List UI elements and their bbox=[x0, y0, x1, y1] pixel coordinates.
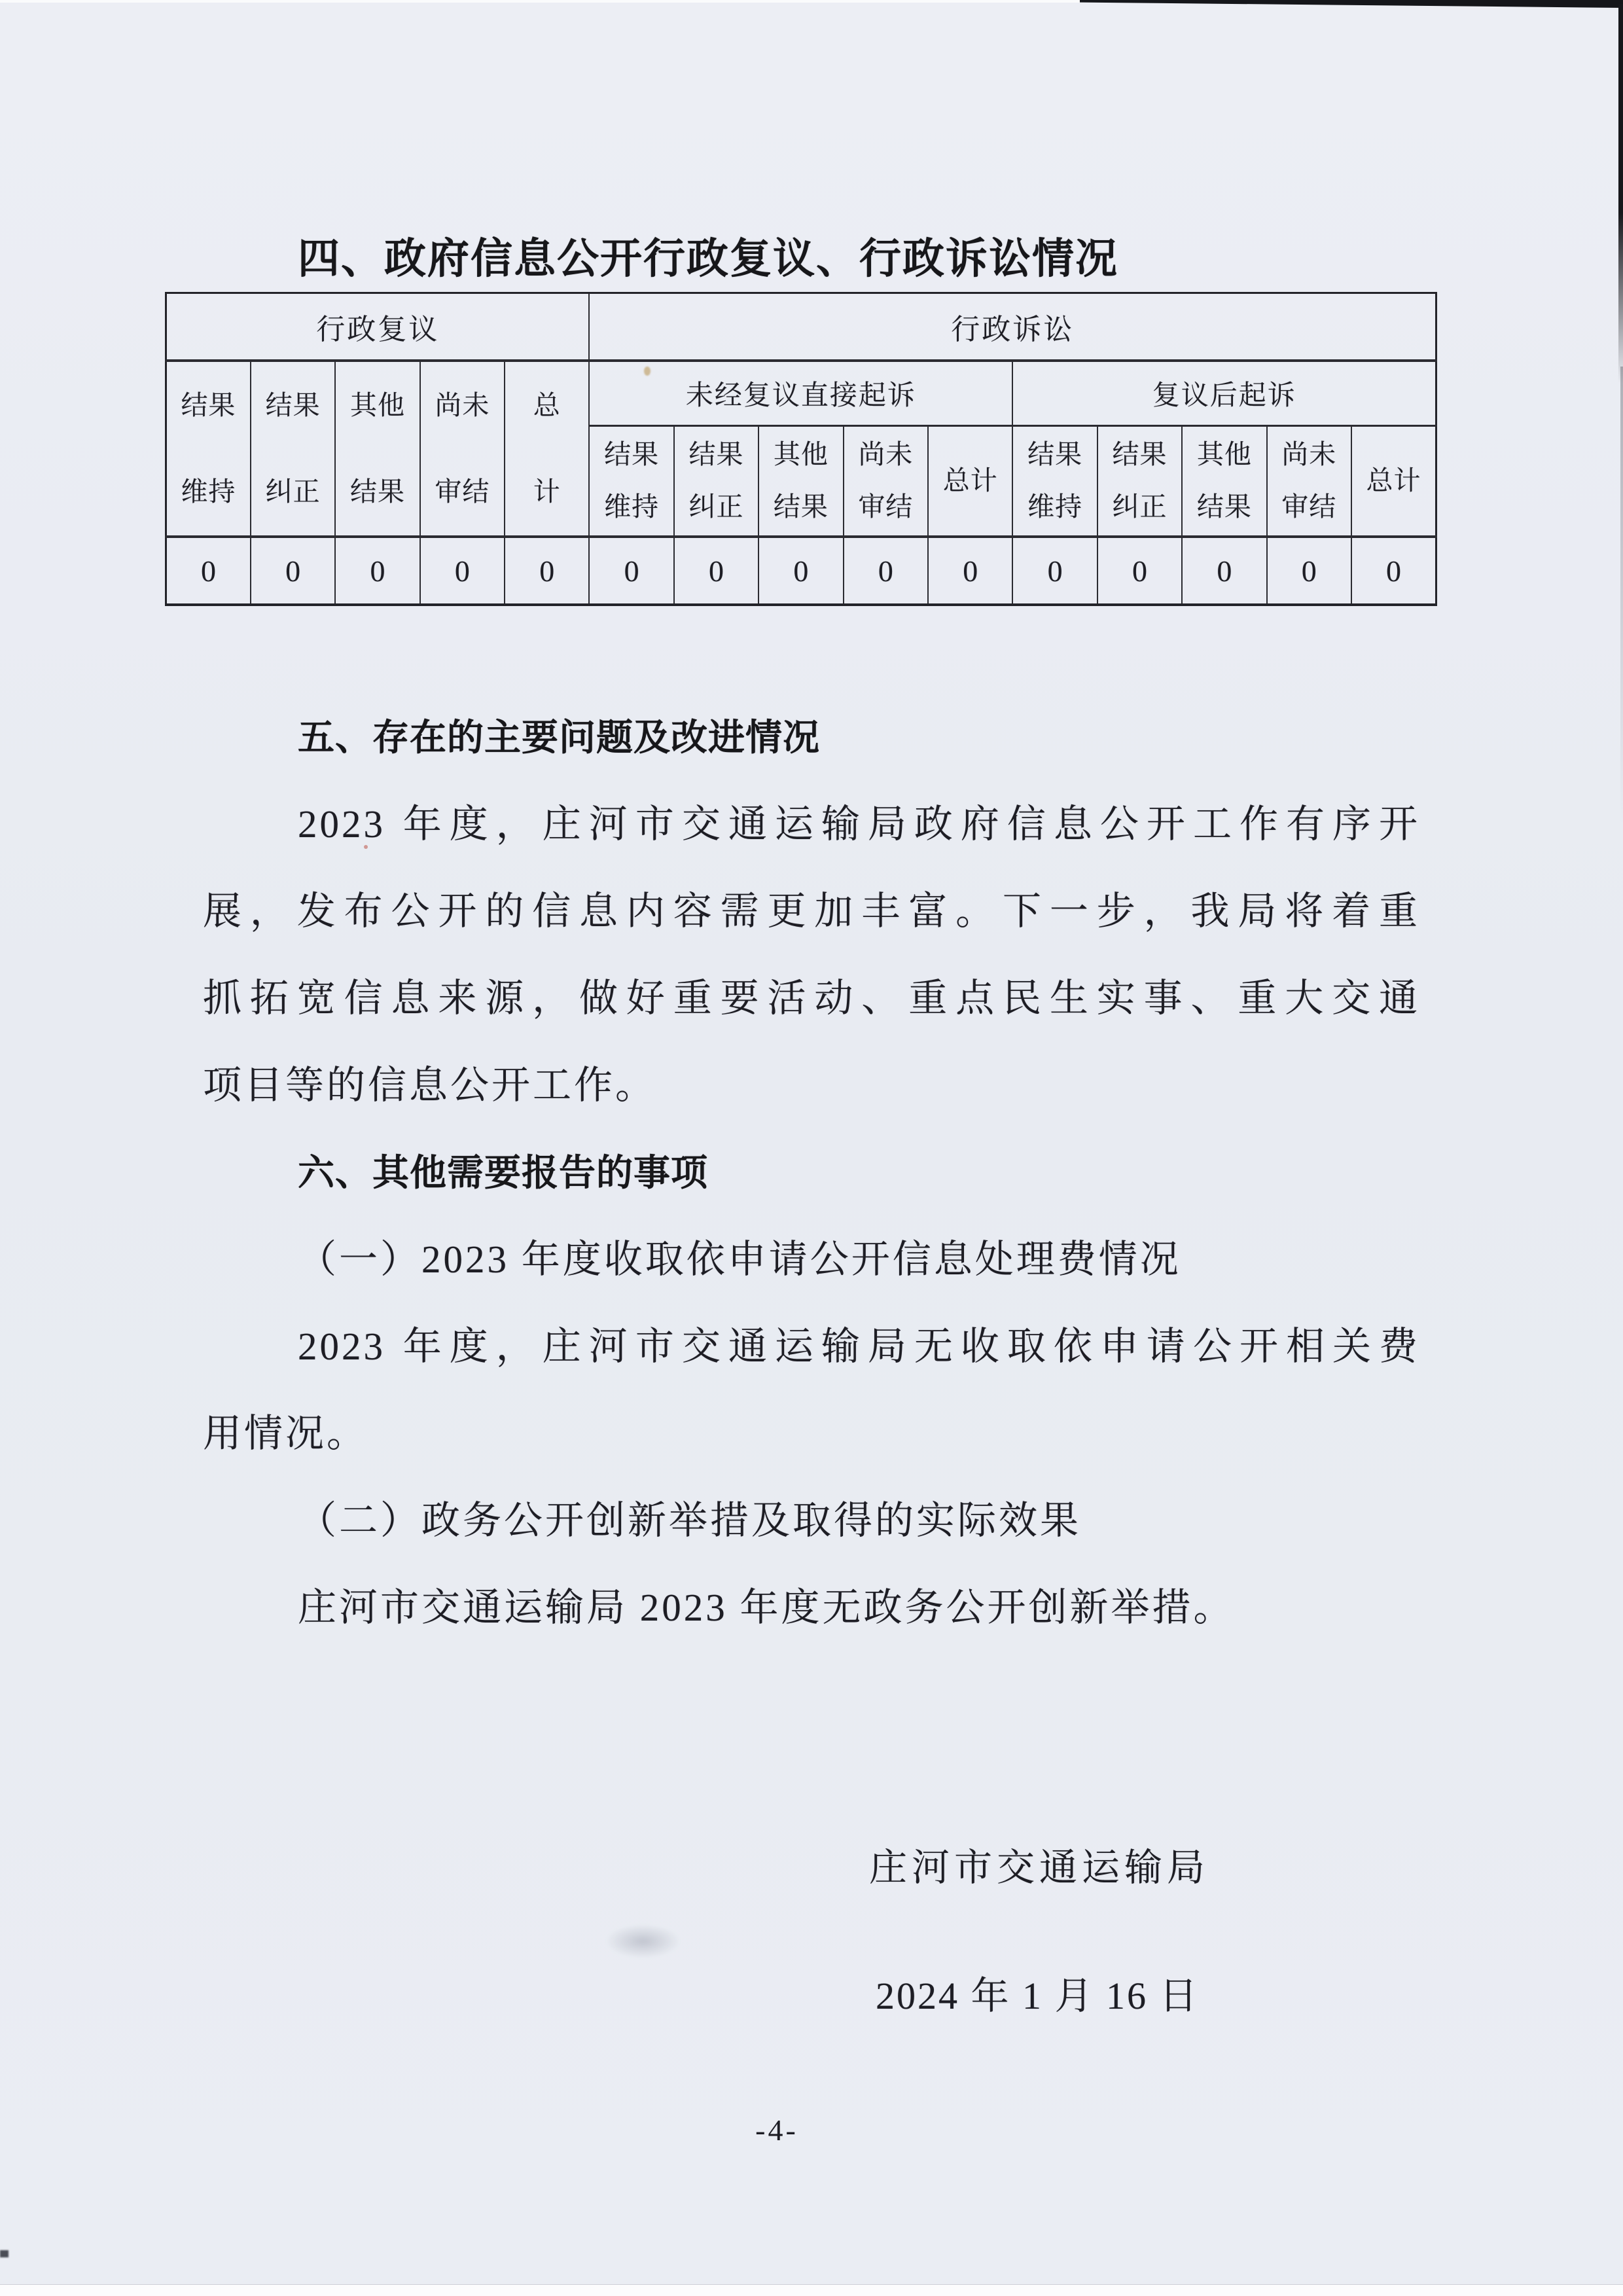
col-header-after-pending: 尚未 审结 bbox=[1267, 426, 1351, 537]
section6-item2-heading: （二）政务公开创新举措及取得的实际效果 bbox=[298, 1499, 1082, 1542]
section5-heading: 五、存在的主要问题及改进情况 bbox=[298, 717, 820, 758]
col-header-direct-upheld: 结果 维持 bbox=[589, 426, 673, 537]
scan-edge-top-wedge bbox=[1080, 0, 1623, 8]
section4-heading: 四、政府信息公开行政复议、行政诉讼情况 bbox=[298, 235, 1118, 282]
subgroup-header-direct-suit: 未经复议直接起诉 bbox=[589, 361, 1012, 426]
value-cell: 0 bbox=[758, 537, 843, 605]
col-header-after-other: 其他 结果 bbox=[1182, 426, 1266, 537]
paragraph-line: 用情况。 bbox=[203, 1412, 368, 1455]
paragraph-line: 2023 年度，庄河市交通运输局无收取依申请公开相关费 bbox=[298, 1325, 1420, 1368]
col-header-direct-other: 其他 结果 bbox=[758, 426, 843, 537]
value-cell: 0 bbox=[335, 537, 419, 605]
paragraph-line: 项目等的信息公开工作。 bbox=[203, 1064, 657, 1107]
col-header-after-total: 总计 bbox=[1351, 426, 1436, 537]
paragraph-line: 2023 年度，庄河市交通运输局政府信息公开工作有序开 bbox=[298, 802, 1420, 846]
subgroup-header-after-review-suit: 复议后起诉 bbox=[1012, 361, 1436, 426]
section6-heading: 六、其他需要报告的事项 bbox=[298, 1152, 708, 1193]
col-header-review-upheld: 结果 维持 bbox=[166, 361, 251, 537]
value-cell: 0 bbox=[1012, 537, 1097, 605]
col-header-direct-pending: 尚未 审结 bbox=[844, 426, 928, 537]
value-cell: 0 bbox=[1182, 537, 1266, 605]
col-header-direct-corrected: 结果 纠正 bbox=[674, 426, 758, 537]
value-cell: 0 bbox=[251, 537, 335, 605]
value-cell: 0 bbox=[674, 537, 758, 605]
scan-edge-right-faint bbox=[1620, 367, 1623, 825]
col-header-review-pending: 尚未 审结 bbox=[420, 361, 505, 537]
value-cell: 0 bbox=[1267, 537, 1351, 605]
group-header-review: 行政复议 bbox=[166, 293, 590, 361]
paragraph-line: 庄河市交通运输局 2023 年度无政务公开创新举措。 bbox=[298, 1586, 1235, 1629]
value-cell: 0 bbox=[1097, 537, 1182, 605]
col-header-after-corrected: 结果 纠正 bbox=[1097, 426, 1182, 537]
paragraph-line: 展，发布公开的信息内容需更加丰富。下一步，我局将着重 bbox=[203, 889, 1420, 933]
scan-artifact-dot bbox=[0, 2250, 9, 2257]
paragraph-line: 抓拓宽信息来源，做好重要活动、重点民生实事、重大交通 bbox=[203, 977, 1420, 1020]
col-header-after-upheld: 结果 维持 bbox=[1012, 426, 1097, 537]
admin-review-litigation-table bbox=[165, 292, 1437, 606]
scan-edge-bottom bbox=[0, 2284, 1623, 2296]
value-cell: 0 bbox=[589, 537, 673, 605]
value-cell: 0 bbox=[166, 537, 251, 605]
value-cell: 0 bbox=[928, 537, 1012, 605]
col-header-review-corrected: 结果 纠正 bbox=[251, 361, 335, 537]
scan-edge-top bbox=[0, 0, 1145, 3]
signature-organization: 庄河市交通运输局 bbox=[869, 1846, 1210, 1889]
section6-item1-heading: （一）2023 年度收取依申请公开信息处理费情况 bbox=[298, 1238, 1181, 1281]
body-text bbox=[203, 694, 1420, 1651]
value-cell: 0 bbox=[844, 537, 928, 605]
scan-artifact-smudge bbox=[605, 1924, 681, 1958]
group-header-litigation: 行政诉讼 bbox=[589, 293, 1436, 361]
col-header-review-total: 总 计 bbox=[505, 361, 589, 537]
scan-edge-right bbox=[1618, 4, 1623, 384]
value-cell: 0 bbox=[505, 537, 589, 605]
col-header-review-other: 其他 结果 bbox=[335, 361, 419, 537]
page-number: -4- bbox=[755, 2113, 798, 2147]
signature-date: 2024 年 1 月 16 日 bbox=[876, 1975, 1200, 2017]
value-cell: 0 bbox=[1351, 537, 1436, 605]
value-cell: 0 bbox=[420, 537, 505, 605]
col-header-direct-total: 总计 bbox=[928, 426, 1012, 537]
